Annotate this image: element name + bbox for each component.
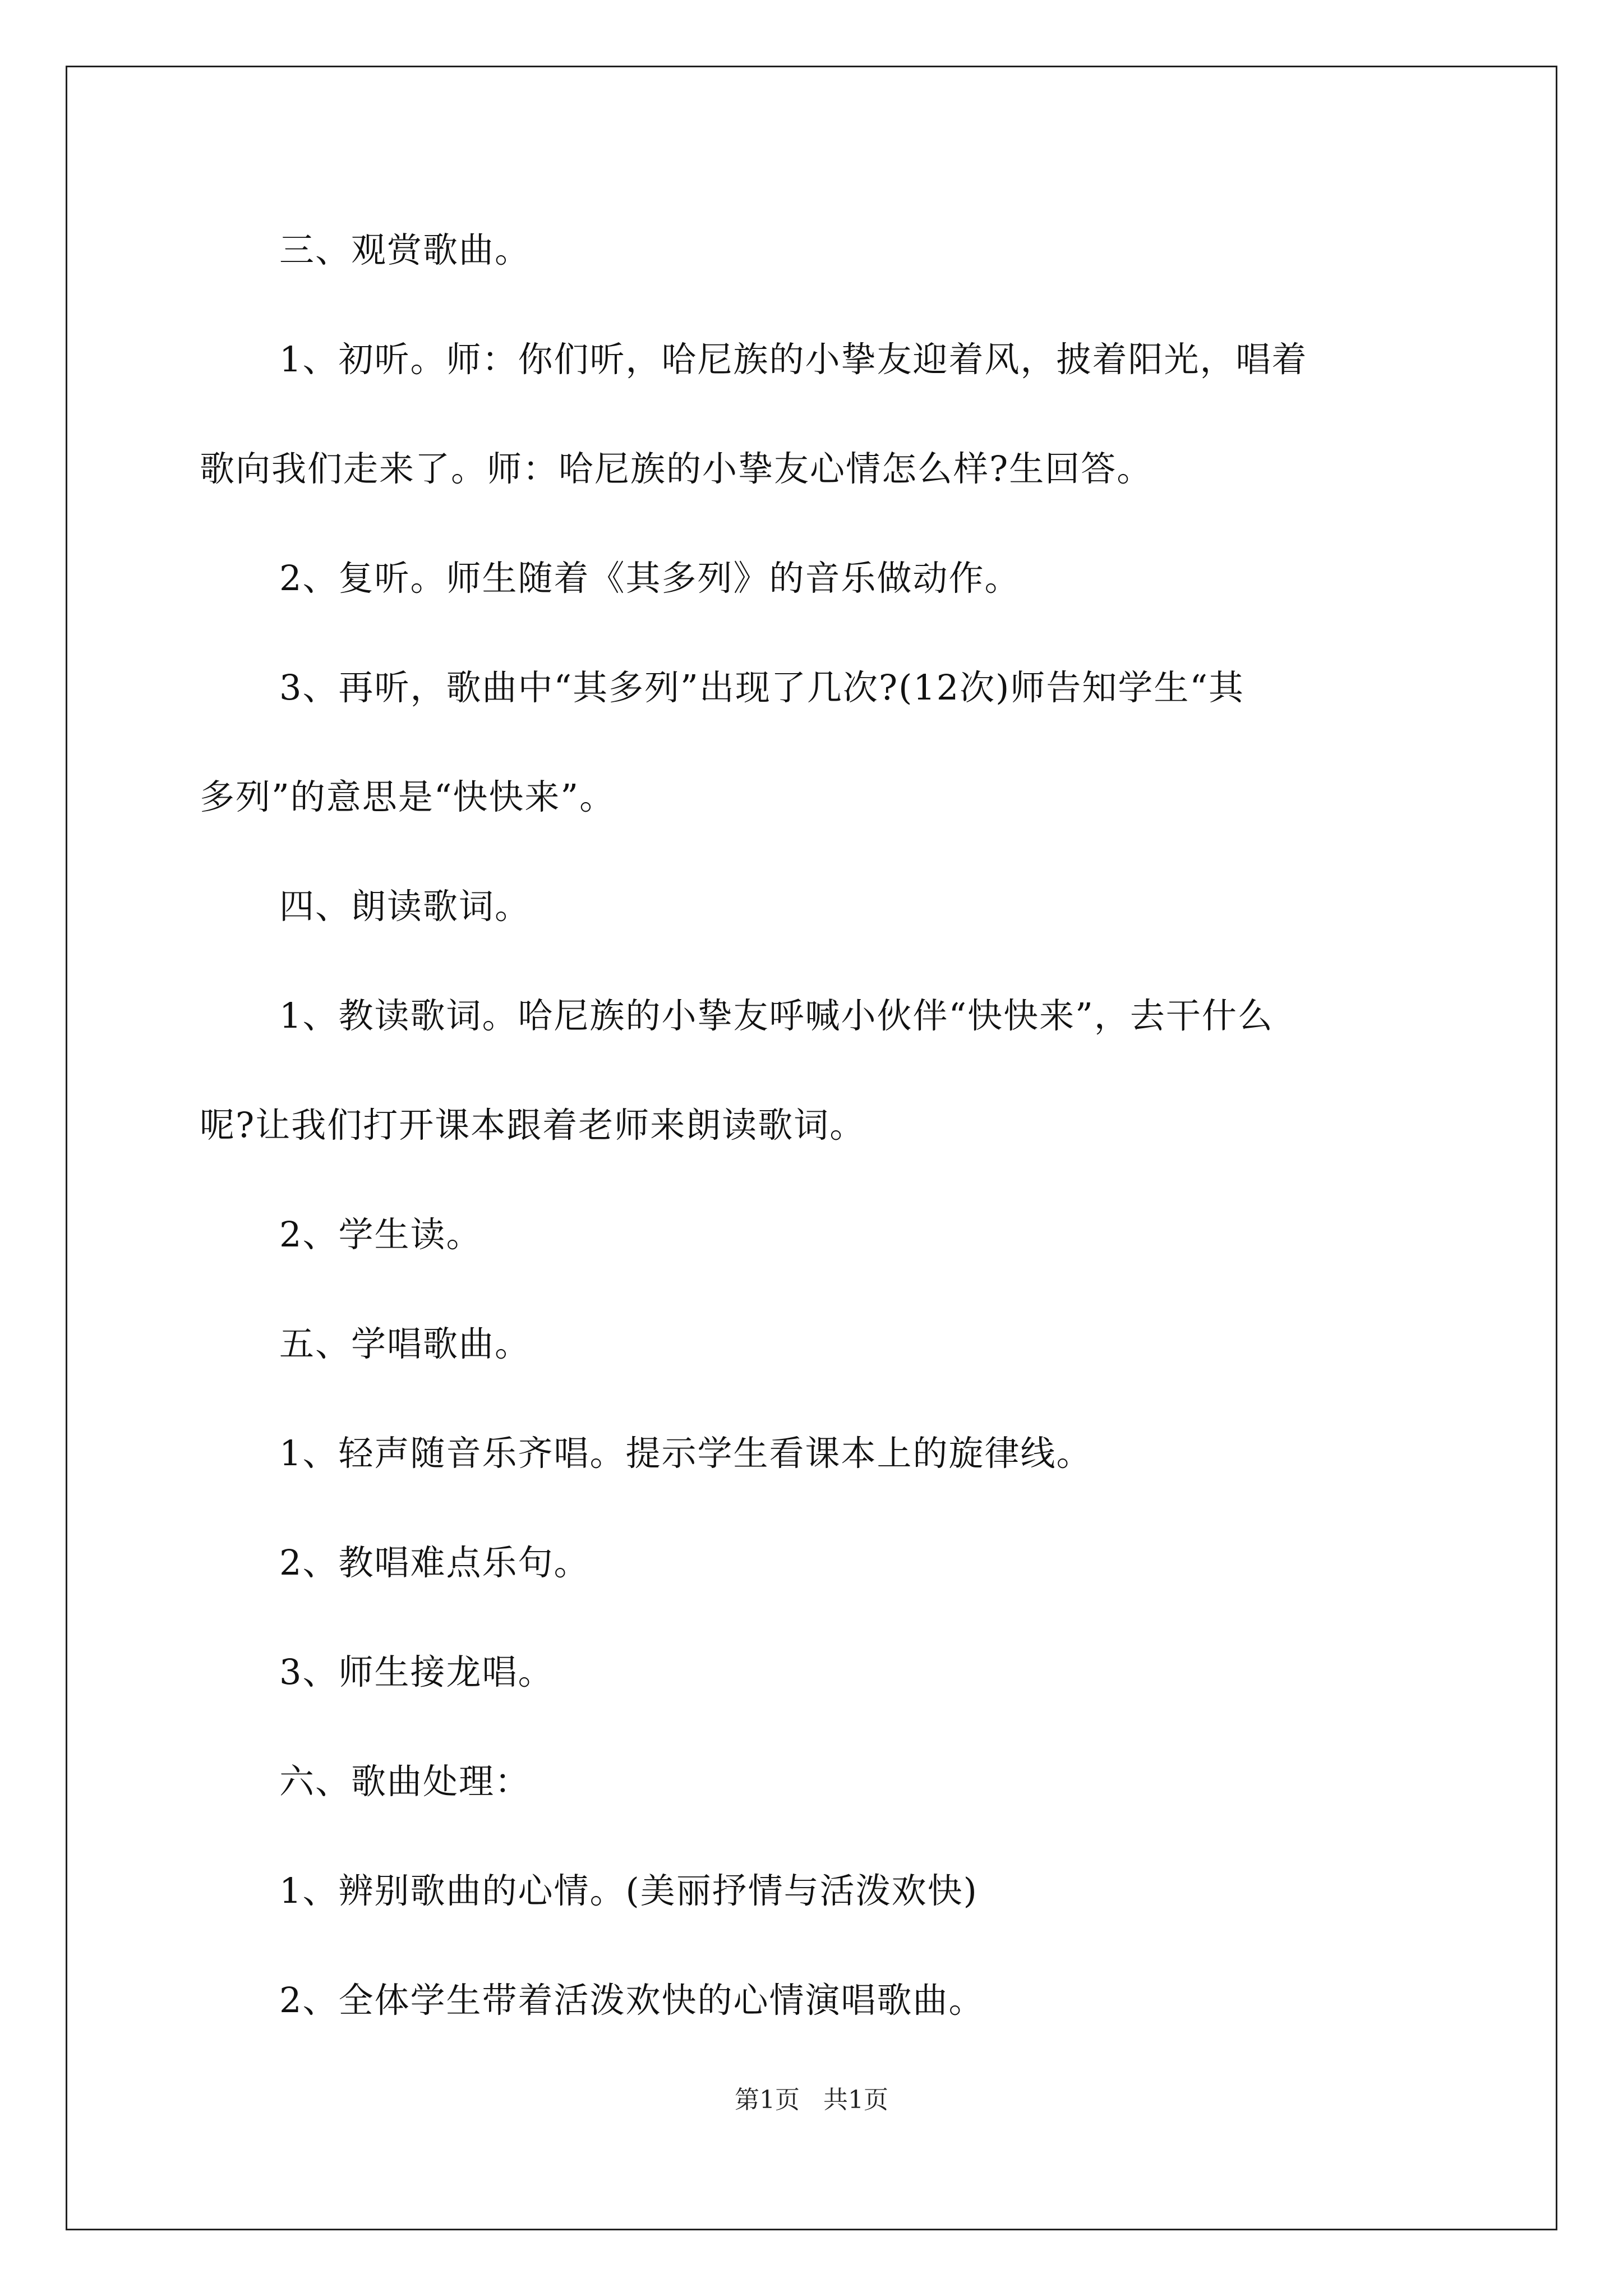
section-heading-5: 五、学唱歌曲。 — [279, 1323, 531, 1364]
paragraph-line: 3、师生接龙唱。 — [279, 1651, 554, 1692]
page-footer: 第1页 共1页 — [735, 2086, 888, 2114]
paragraph-line: 3、再听，歌曲中“其多列”出现了几次?(12次)师告知学生“其 — [279, 667, 1245, 708]
paragraph-line: 1、初听。师：你们听，哈尼族的小挚友迎着风，披着阳光，唱着 — [279, 339, 1308, 380]
paragraph-line: 2、全体学生带着活泼欢快的心情演唱歌曲。 — [279, 1980, 985, 2021]
paragraph-line: 呢?让我们打开课本跟着老师来朗读歌词。 — [200, 1105, 866, 1145]
section-heading-3: 三、观赏歌曲。 — [279, 229, 531, 270]
paragraph-line: 歌向我们走来了。师：哈尼族的小挚友心情怎么样?生回答。 — [200, 448, 1153, 489]
section-heading-6: 六、歌曲处理： — [279, 1761, 531, 1802]
paragraph-line: 1、辨别歌曲的心情。(美丽抒情与活泼欢快) — [279, 1870, 978, 1911]
paragraph-line: 1、轻声随音乐齐唱。提示学生看课本上的旋律线。 — [279, 1433, 1092, 1474]
paragraph-line: 2、学生读。 — [279, 1214, 482, 1255]
paragraph-line: 2、教唱难点乐句。 — [279, 1542, 590, 1583]
section-heading-4: 四、朗读歌词。 — [279, 886, 531, 927]
paragraph-line: 多列”的意思是“快快来”。 — [200, 776, 616, 817]
paragraph-line: 2、复听。师生随着《其多列》的音乐做动作。 — [279, 558, 1021, 599]
paragraph-line: 1、教读歌词。哈尼族的小挚友呼喊小伙伴“快快来”，去干什么 — [279, 995, 1274, 1036]
